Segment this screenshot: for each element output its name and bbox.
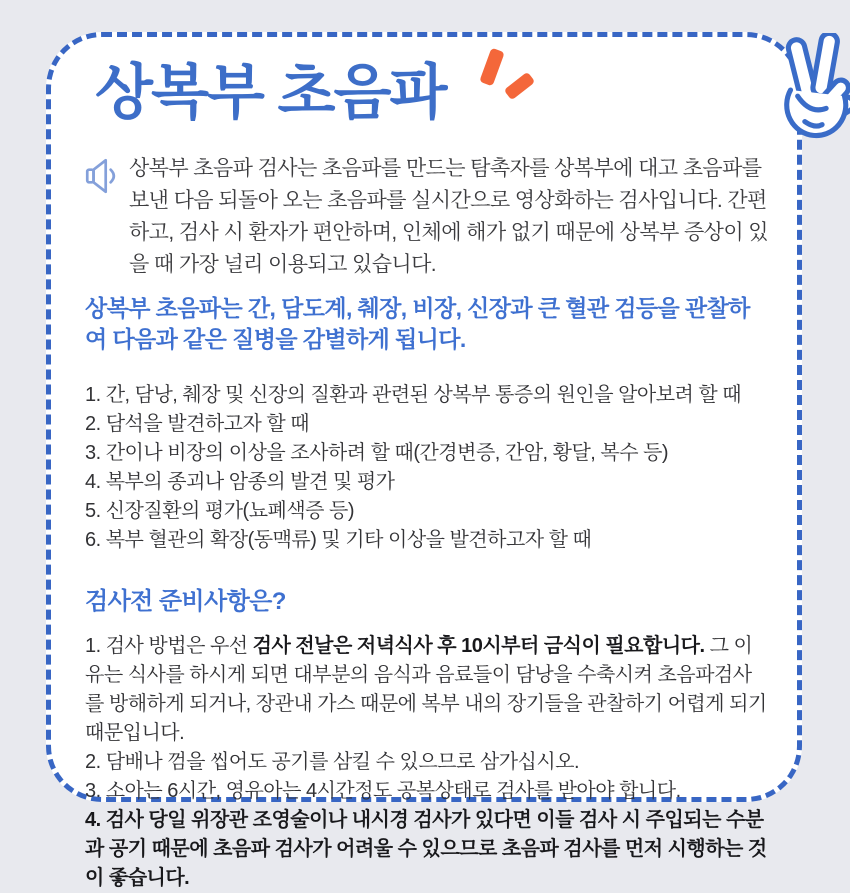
title-row <box>95 55 769 133</box>
list-item: 5. 신장질환의 평가(뇨폐색증 등) <box>85 500 355 522</box>
list-item: 1. 검사 방법은 우선 검사 전날은 저녁식사 후 10시부터 금식이 필요합니다. 그 이유는 식사를 하시게 되면 대부분의 음식과 음료들이 담낭을 수축시켜 초음파검사를 방해하게 되거나, 장관내 가스 때문에 복부 내의 장기들을 관찰하기 어렵게 되기 때문입니다. <box>85 635 767 744</box>
list-item: 4. 복부의 종괴나 암종의 발견 및 평가 <box>85 471 395 493</box>
list-item: 4. 검사 당일 위장관 조영술이나 내시경 검사가 있다면 이들 검사 시 주입되는 수분과 공기 때문에 초음파 검사가 어려울 수 있으므로 초음파 검사를 먼저 시행하는 것이 좋습니다. <box>85 809 767 889</box>
indications-list <box>85 381 769 555</box>
emphasis-mark-icon <box>479 48 504 87</box>
prep-heading: 검사전 준비사항은? <box>85 588 286 615</box>
victory-hand-icon <box>771 33 850 145</box>
list-item: 1. 간, 담낭, 췌장 및 신장의 질환과 관련된 상복부 통증의 원인을 알아보려 할 때 <box>85 384 742 406</box>
prep-list <box>85 632 769 893</box>
list-item: 3. 소아는 6시간, 영유아는 4시간정도 공복상태로 검사를 받아야 합니다. <box>85 780 681 802</box>
list-item: 3. 간이나 비장의 이상을 조사하려 할 때(간경변증, 간암, 황달, 복수 등) <box>85 442 669 464</box>
intro-section <box>85 153 769 281</box>
emphasis-mark-icon <box>504 72 536 101</box>
list-item: 6. 복부 혈관의 확장(동맥류) 및 기타 이상을 발견하고자 할 때 <box>85 529 592 551</box>
intro-text: 상복부 초음파 검사는 초음파를 만드는 탐촉자를 상복부에 대고 초음파를 보낸 다음 되돌아 오는 초음파를 실시간으로 영상화하는 검사입니다. 간편하고, 검사 시 환자가 편안하며, 인체에 해가 없기 때문에 상복부 증상이 있을 때 가장 널리 이용되고 있습니다. <box>129 157 768 276</box>
info-card <box>46 32 802 889</box>
speaker-icon <box>85 153 121 281</box>
list-item: 2. 담석을 발견하고자 할 때 <box>85 413 310 435</box>
list-item: 2. 담배나 껌을 씹어도 공기를 삼킬 수 있으므로 삼가십시오. <box>85 751 580 773</box>
page-title: 상복부 초음파 <box>95 59 446 126</box>
overview-heading: 상복부 초음파는 간, 담도계, 췌장, 비장, 신장과 큰 혈관 검등을 관찰하여 다음과 같은 질병을 감별하게 됩니다. <box>85 295 750 352</box>
